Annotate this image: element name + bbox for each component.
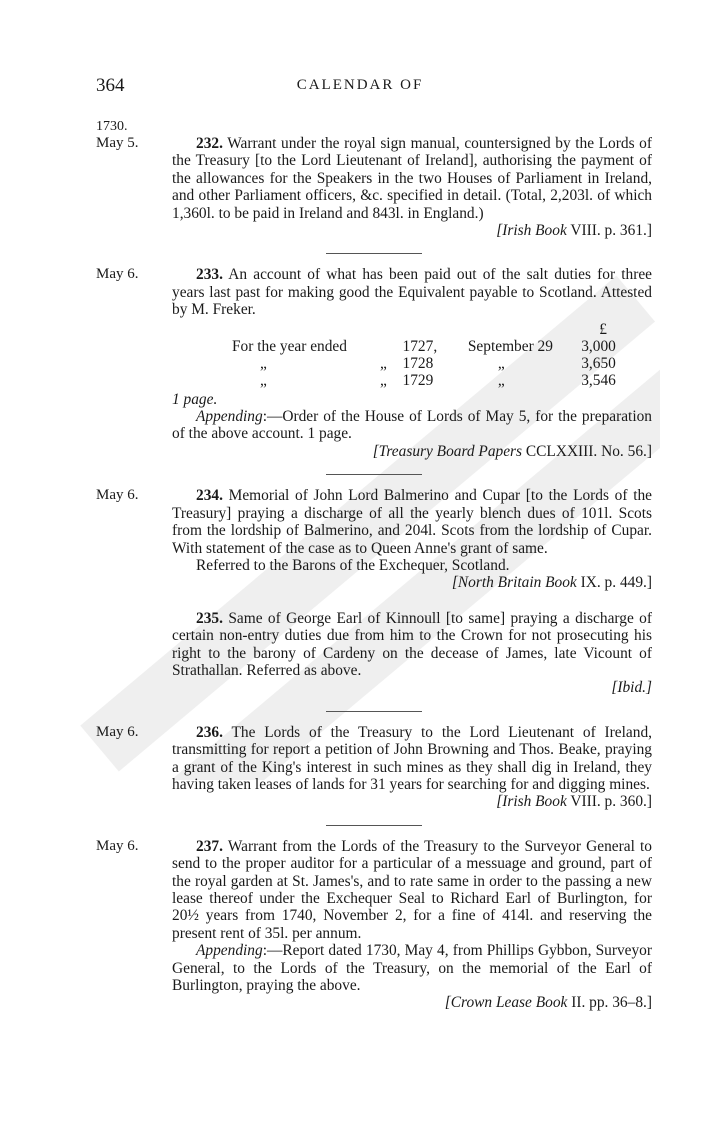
appending-label: Appending xyxy=(196,408,263,426)
entry-237 xyxy=(96,838,652,1012)
appending-text: :—Report dated 1730, May 4, from Phillips Gybbon, Surveyor General, to the Lords of the Treasury, on the memorial of the Earl of Burlington, praying the above. xyxy=(172,942,652,995)
running-title: CALENDAR OF xyxy=(296,77,424,93)
entry-236 xyxy=(96,724,652,811)
entry-separator xyxy=(326,825,422,826)
entry-text: The Lords of the Treasury to the Lord Lieutenant of Ireland, transmitting for report a petition of John Browning and Thos. Beake, praying a grant of the King's interest in such mines as they shall dig in Ireland, they having taken leases of lands for 31 years for searching for and digging mines. xyxy=(172,723,652,793)
entry-text: An account of what has been paid out of the salt duties for three years last past for making good the Equivalent payable to Scotland. Attested by M. Freker. xyxy=(172,266,653,319)
entry-separator xyxy=(326,474,422,475)
entry-number: 236. xyxy=(196,723,223,741)
entry-date: May 6. xyxy=(96,266,139,283)
entry-date: May 6. xyxy=(96,723,139,740)
page-number: 364 xyxy=(96,75,125,96)
referred-note: Referred to the Barons of the Exchequer, Scotland. xyxy=(196,556,510,574)
entry-date: May 6. xyxy=(96,837,139,854)
entry-number: 232. xyxy=(196,135,223,152)
account-row: „ „ 1728 „ 3,650 xyxy=(260,354,616,372)
source-reference: [Treasury Board Papers CCLXXIII. No. 56.] xyxy=(372,442,652,460)
currency-symbol: £ xyxy=(599,320,607,338)
account-row: For the year ended 1727, September 29 3,000 xyxy=(232,337,616,355)
entry-year: 1730. xyxy=(96,119,128,134)
entry-number: 235. xyxy=(196,609,223,627)
account-row: „ „ 1729 „ 3,546 xyxy=(260,371,616,389)
entry-day: May 5. xyxy=(96,135,139,151)
entry-233 xyxy=(96,266,652,460)
entry-date xyxy=(96,118,139,152)
appending-label: Appending xyxy=(196,942,263,960)
source-reference: [Crown Lease Book II. pp. 36–8.] xyxy=(444,994,652,1012)
appending-text: :—Order of the House of Lords of May 5, for the preparation of the above account. 1 page. xyxy=(172,408,652,443)
calendar-content xyxy=(96,118,652,1026)
account-table xyxy=(172,321,652,389)
page-count: 1 page. xyxy=(172,390,218,408)
entry-234 xyxy=(96,487,652,591)
entry-235 xyxy=(96,610,652,697)
source-reference: [Irish Book VIII. p. 360.] xyxy=(496,793,652,811)
entry-date: May 6. xyxy=(96,487,139,504)
source-reference: [Ibid.] xyxy=(611,679,652,697)
entry-232 xyxy=(96,118,652,239)
source-reference: [Irish Book VIII. p. 361.] xyxy=(496,222,652,240)
entry-text: Warrant under the royal sign manual, countersigned by the Lords of the Treasury [to the Lord Lieutenant of Ireland], authorising the payment of the allowances for the Speakers in the two Houses of Parliament in Ireland, and other Parliament officers, &c. specified in detail. (Total, 2,203l. of which 1,360l. to be paid in Ireland and 843l. in England.) xyxy=(172,135,652,222)
entry-text: Same of George Earl of Kinnoull [to same] praying a discharge of certain non-entry duties due from him to the Crown for not prosecuting his right to the barony of Cardeny on the decease of James, late Vicount of Strathallan. Referred as above. xyxy=(172,609,652,679)
entry-number: 234. xyxy=(196,487,223,505)
entry-separator xyxy=(326,253,422,254)
source-reference: [North Britain Book IX. p. 449.] xyxy=(451,574,652,592)
entry-text: Warrant from the Lords of the Treasury to the Surveyor General to send to the proper auditor for a particular of a messuage and ground, part of the royal garden at St. James's, and to rate same in order to the passing a new lease thereof under the Exchequer Seal to Richard Earl of Burlington, for 20½ years from 1740, November 2, for a fine of 414l. and reserving the present rent of 35l. per annum. xyxy=(172,837,652,942)
entry-number: 237. xyxy=(196,837,223,855)
entry-text: Memorial of John Lord Balmerino and Cupar [to the Lords of the Treasury] praying a discharge of all the yearly blench dues of 101l. Scots from the lordship of Balmerino, and 204l. Scots from the lordship of Cupar. With statement of the case as to Queen Anne's grant of same. xyxy=(172,487,652,557)
entry-separator xyxy=(326,711,422,712)
page-header xyxy=(0,75,720,99)
entry-number: 233. xyxy=(196,266,223,284)
